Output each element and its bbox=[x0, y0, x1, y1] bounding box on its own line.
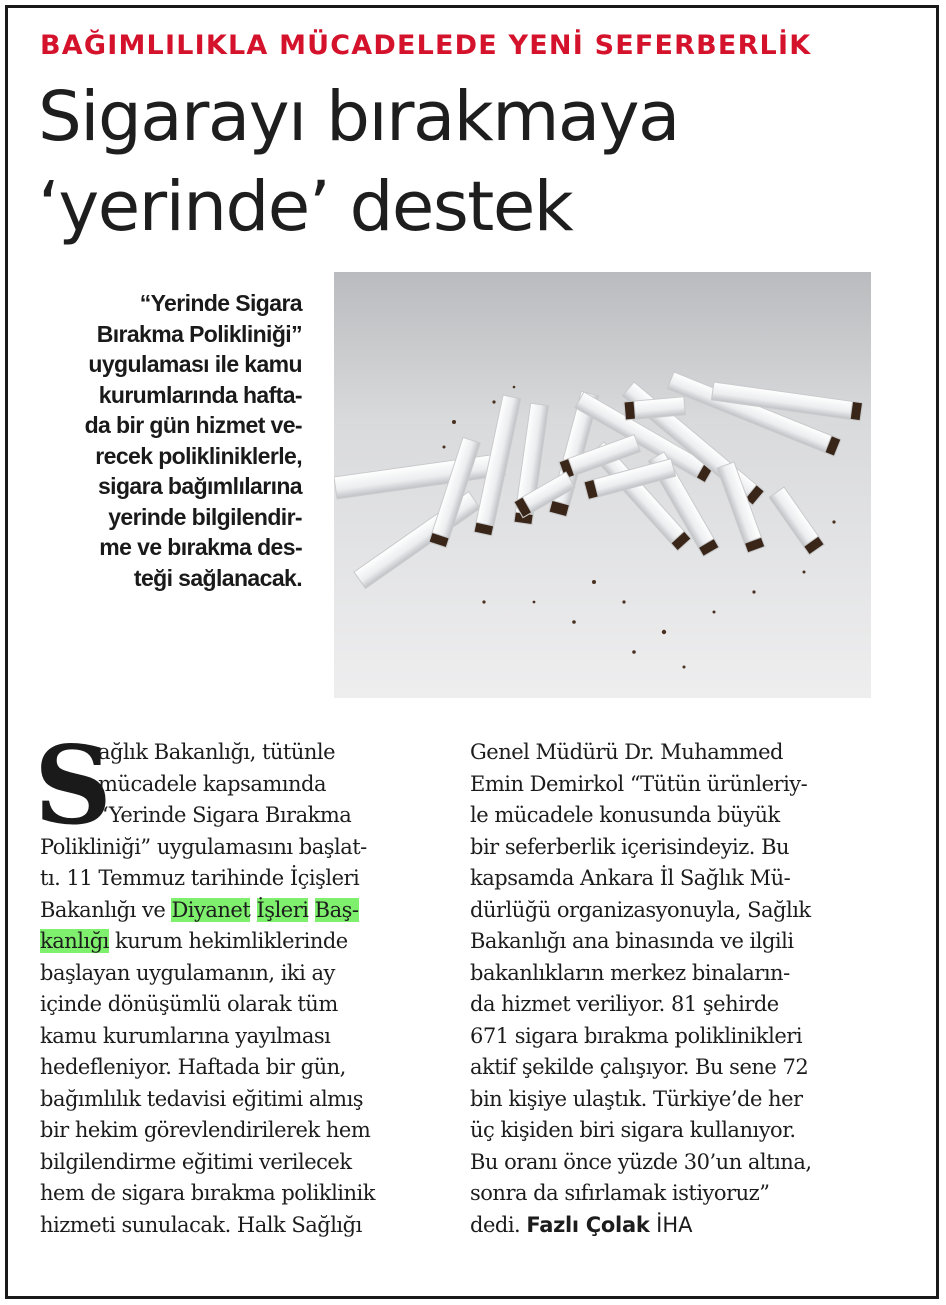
body-line: hedefleniyor. Haftada bir gün, bbox=[40, 1055, 346, 1079]
body-line: “Yerinde Sigara Bırakma bbox=[98, 803, 352, 827]
body-line: üç kişiden biri sigara kullanıyor. bbox=[470, 1118, 796, 1142]
body-line: Bakanlığı ana binasında ve ilgili bbox=[470, 929, 794, 953]
body-line: hem de sigara bırakma poliklinik bbox=[40, 1181, 375, 1205]
highlighted-text: İşleri bbox=[256, 897, 309, 922]
body-line: sonra da sıfırlamak istiyoruz” bbox=[470, 1181, 770, 1205]
body-line: bir hekim görevlendirilerek hem bbox=[40, 1118, 371, 1142]
lead-line: yerinde bilgilendir- bbox=[108, 503, 302, 530]
body-line: le mücadele konusunda büyük bbox=[470, 803, 780, 827]
article-column-2 bbox=[470, 737, 890, 1241]
headline-line: ‘yerinde’ destek bbox=[38, 167, 573, 247]
body-line: Bu oranı önce yüzde 30’un altına, bbox=[470, 1149, 812, 1174]
cigarettes-photo bbox=[334, 272, 871, 698]
highlighted-text: kanlığı bbox=[40, 929, 109, 953]
body-line: tı. 11 Temmuz tarihinde İçişleri bbox=[40, 866, 360, 890]
body-line: bilgilendirme eğitimi verilecek bbox=[40, 1149, 352, 1174]
headline-line: Sigarayı bırakmaya bbox=[38, 77, 679, 157]
author-name: Fazlı Çolak bbox=[526, 1212, 650, 1237]
body-text bbox=[308, 898, 314, 922]
body-line: bir seferberlik içerisindeyiz. Bu bbox=[470, 834, 790, 859]
body-line: kamu kurumlarına yayılması bbox=[40, 1023, 331, 1048]
body-line: içinde dönüşümlü olarak tüm bbox=[40, 992, 338, 1016]
body-line: aktif şekilde çalışıyor. Bu sene 72 bbox=[470, 1055, 809, 1079]
drop-cap: S bbox=[34, 723, 112, 849]
body-line: kapsamda Ankara İl Sağlık Mü- bbox=[470, 866, 791, 890]
lead-line: kurumlarında hafta- bbox=[98, 381, 302, 408]
body-line: da hizmet veriliyor. 81 şehirde bbox=[470, 992, 779, 1016]
byline-line bbox=[470, 1210, 890, 1242]
body-line: 671 sigara bırakma poliklinikleri bbox=[470, 1023, 803, 1048]
lead-line: sigara bağımlılarına bbox=[97, 473, 302, 499]
lead-line: teği sağlanacak. bbox=[133, 564, 302, 591]
body-text: Bakanlığı ve bbox=[40, 897, 172, 922]
lead-line: me ve bırakma des- bbox=[99, 534, 302, 560]
news-agency: İHA bbox=[649, 1212, 693, 1237]
lead-line: Bırakma Polikliniği” bbox=[96, 320, 302, 347]
broken-cigarettes-photo bbox=[334, 272, 871, 698]
body-line bbox=[40, 926, 440, 958]
body-line: ağlık Bakanlığı, tütünle bbox=[98, 740, 336, 764]
body-line: dürlüğü organizasyonuyla, Sağlık bbox=[470, 897, 811, 922]
body-line: başlayan uygulamanın, iki ay bbox=[40, 960, 335, 985]
lead-line: “Yerinde Sigara bbox=[139, 290, 302, 316]
headline bbox=[38, 72, 918, 252]
body-line: hizmeti sunulacak. Halk Sağlığı bbox=[40, 1212, 362, 1237]
body-line: mücadele kapsamında bbox=[98, 771, 327, 796]
lead-line: da bir gün hizmet ve- bbox=[84, 412, 302, 438]
body-text bbox=[250, 898, 256, 922]
lead-line: recek polikliniklerle, bbox=[95, 442, 302, 469]
highlighted-text: Diyanet bbox=[171, 897, 251, 922]
article-column-1 bbox=[40, 737, 440, 1241]
body-line: Polikliniği” uygulamasını başlat- bbox=[40, 834, 367, 859]
body-line: bağımlılık tedavisi eğitimi almış bbox=[40, 1086, 364, 1111]
lead-line: uygulaması ile kamu bbox=[88, 351, 302, 377]
body-line bbox=[40, 895, 440, 927]
lead-paragraph bbox=[30, 288, 302, 593]
kicker: BAĞIMLILIKLA MÜCADELEDE YENİ SEFERBERLİK bbox=[40, 30, 812, 61]
body-line: Emin Demirkol “Tütün ürünleriy- bbox=[470, 771, 808, 796]
body-line: bakanlıkların merkez binaların- bbox=[470, 960, 790, 985]
body-line: bin kişiye ulaştık. Türkiye’de her bbox=[470, 1086, 803, 1111]
body-text: dedi. bbox=[470, 1212, 527, 1237]
body-line: Genel Müdürü Dr. Muhammed bbox=[470, 740, 783, 764]
body-text: kurum hekimliklerinde bbox=[108, 929, 348, 953]
highlighted-text: Baş- bbox=[314, 897, 359, 922]
